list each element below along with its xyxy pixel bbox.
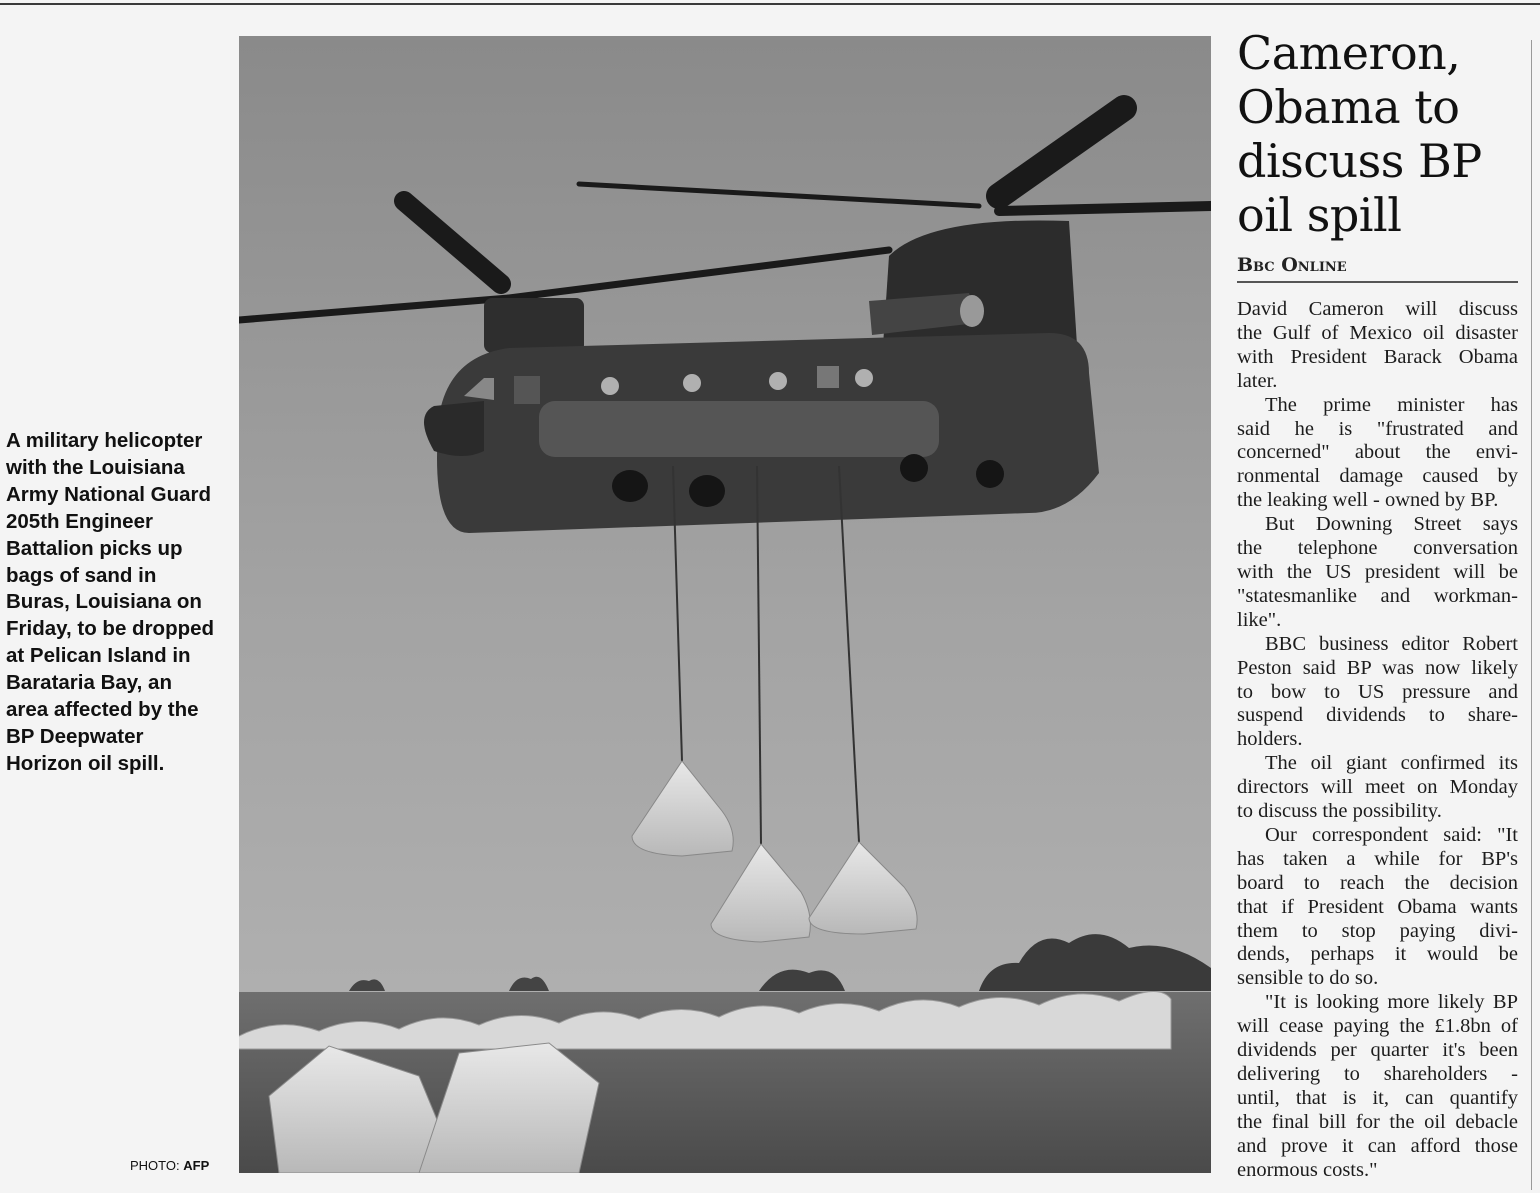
- caption-line: with the Louisiana: [6, 455, 185, 479]
- body-line: the final bill for the oil debacle: [1237, 1110, 1518, 1133]
- caption-line: bags of sand in: [6, 563, 157, 587]
- body-line: them to stop paying divi-: [1237, 919, 1518, 942]
- caption-line: Army National Guard: [6, 482, 212, 506]
- body-line: "statesmanlike and workman-: [1237, 584, 1518, 607]
- body-line: concerned" about the envi-: [1237, 441, 1518, 464]
- body-line: and prove it can afford those: [1237, 1134, 1518, 1157]
- body-line: suspend dividends to share-: [1237, 704, 1518, 727]
- headline: [1237, 26, 1527, 242]
- body-line: dividends per quarter it's been: [1237, 1039, 1518, 1062]
- credit-source: AFP: [183, 1158, 210, 1173]
- top-rule: [0, 3, 1540, 5]
- byline: Bbc Online: [1237, 254, 1518, 283]
- article-body: [1237, 298, 1518, 1183]
- caption-line: A military helicopter: [6, 429, 203, 452]
- photo-caption: [6, 428, 226, 778]
- body-line: board to reach the decision: [1237, 871, 1518, 894]
- body-line: The oil giant confirmed its: [1265, 752, 1518, 775]
- page-edge: [1531, 40, 1532, 1190]
- headline-line: discuss BP: [1237, 134, 1482, 188]
- body-line: delivering to shareholders -: [1237, 1063, 1518, 1085]
- body-line: to discuss the possibility.: [1237, 800, 1442, 823]
- caption-line: Battalion picks up: [6, 536, 183, 560]
- caption-line: Friday, to be dropped: [6, 617, 215, 641]
- body-line: "It is looking more likely BP: [1265, 991, 1518, 1014]
- caption-line: Barataria Bay, an: [6, 671, 172, 695]
- credit-label: PHOTO:: [130, 1158, 180, 1173]
- body-line: said he is "frustrated and: [1237, 417, 1518, 440]
- body-line: with President Barack Obama: [1237, 345, 1518, 368]
- body-line: BBC business editor Robert: [1265, 632, 1518, 655]
- body-line: like".: [1237, 608, 1282, 631]
- headline-line: oil spill: [1237, 188, 1402, 242]
- caption-line: Horizon oil spill.: [6, 751, 165, 775]
- body-line: holders.: [1237, 728, 1303, 751]
- body-line: Peston said BP was now likely: [1237, 656, 1518, 679]
- body-line: the Gulf of Mexico oil disaster: [1237, 321, 1518, 344]
- body-line: David Cameron will discuss: [1237, 298, 1518, 320]
- headline-line: Obama to: [1237, 80, 1460, 134]
- body-line: with the US president will be: [1237, 560, 1518, 583]
- body-line: enormous costs.": [1237, 1158, 1378, 1181]
- body-line: sensible to do so.: [1237, 967, 1379, 990]
- body-line: The prime minister has: [1265, 393, 1518, 416]
- body-line: to bow to US pressure and: [1237, 680, 1518, 703]
- body-line: Our correspondent said: "It: [1265, 823, 1518, 846]
- caption-line: at Pelican Island in: [6, 644, 191, 668]
- body-line: until, that is it, can quantify: [1237, 1086, 1518, 1109]
- body-line: will cease paying the £1.8bn of: [1237, 1015, 1518, 1038]
- body-line: But Downing Street says: [1265, 513, 1518, 536]
- body-line: directors will meet on Monday: [1237, 776, 1518, 799]
- caption-line: area affected by the: [6, 698, 199, 722]
- photo-credit: [130, 1158, 209, 1173]
- body-line: ronmental damage caused by: [1237, 465, 1518, 488]
- caption-line: BP Deepwater: [6, 724, 144, 748]
- caption-line: 205th Engineer: [6, 509, 153, 533]
- body-line: has taken a while for BP's: [1237, 847, 1518, 870]
- helicopter-photo: [239, 36, 1211, 1173]
- body-line: that if President Obama wants: [1237, 895, 1518, 918]
- caption-line: Buras, Louisiana on: [6, 590, 202, 614]
- headline-line: Cameron,: [1237, 26, 1461, 80]
- body-line: dends, perhaps it would be: [1237, 943, 1518, 966]
- body-line: the leaking well - owned by BP.: [1237, 489, 1499, 512]
- body-line: the telephone conversation: [1237, 537, 1518, 560]
- body-line: later.: [1237, 369, 1278, 392]
